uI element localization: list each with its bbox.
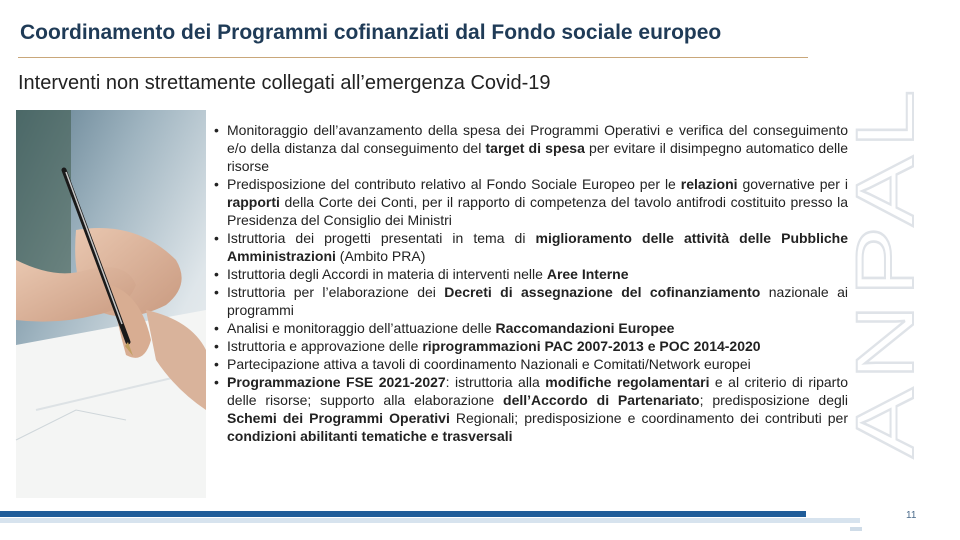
bullet-emphasis: target di spesa [485, 140, 585, 156]
svg-text:ANPAL: ANPAL [840, 165, 931, 458]
bullet-emphasis: rapporti [227, 194, 280, 210]
bullet-emphasis: Programmazione FSE 2021-2027 [227, 374, 446, 390]
bullet-text: Istruttoria dei progetti presentati in tema di [227, 230, 536, 246]
bullet-emphasis: relazioni [680, 176, 738, 192]
bullet-text: Analisi e monitoraggio dell’attuazione delle [227, 320, 496, 336]
anpal-logo [840, 78, 931, 460]
bullet-emphasis: Raccomandazioni Europee [495, 320, 675, 336]
bullet-item [214, 319, 848, 337]
page-number: 11 [906, 510, 917, 521]
title-divider [18, 57, 808, 58]
bullet-text: : istruttoria alla [445, 374, 546, 390]
bullet-emphasis: modifiche regolamentari [545, 374, 710, 390]
bullet-text: Regionali; predisposizione e coordinamento dei contributi per [449, 410, 848, 426]
bullet-text: (Ambito PRA) [335, 248, 426, 264]
bullet-item [214, 229, 848, 265]
bullet-text: Istruttoria degli Accordi in materia di interventi nelle [227, 266, 547, 282]
bullet-emphasis: Aree Interne [546, 266, 629, 282]
footer-bar-accent [850, 527, 862, 531]
page-title: Coordinamento dei Programmi cofinanziati dal Fondo sociale europeo [20, 21, 722, 44]
bullet-emphasis: dell’Accordo di Partenariato [503, 392, 700, 408]
bullet-item [214, 373, 848, 445]
bullet-emphasis: Decreti di assegnazione del cofinanziamento [444, 284, 761, 300]
bullet-item [214, 265, 848, 283]
bullet-emphasis: Schemi dei Programmi Operativi [227, 410, 450, 426]
bullet-emphasis: condizioni abilitanti tematiche e trasversali [227, 428, 513, 444]
bullet-emphasis: miglioramento delle attività delle Pubbliche Amministrazioni [227, 230, 849, 264]
footer-bar [0, 511, 806, 517]
page-subtitle: Interventi non strettamente collegati all’emergenza Covid-19 [18, 72, 551, 94]
bullet-text: ; predisposizione degli [699, 392, 849, 408]
bullet-text: Predisposizione del contributo relativo al Fondo Sociale Europeo per le [227, 176, 681, 192]
bullet-text: Partecipazione attiva a tavoli di coordinamento Nazionali e Comitati/Network europei [227, 356, 751, 372]
activity-bullet-list [214, 121, 848, 445]
bullet-text: e al criterio di riparto delle risorse; supporto alla elaborazione [227, 374, 849, 408]
bullet-item [214, 337, 848, 355]
bullet-text: nazionale ai programmi [227, 284, 848, 318]
bullet-text: Istruttoria e approvazione delle [227, 338, 423, 354]
bullet-text: per evitare il disimpegno automatico delle risorse [227, 140, 848, 174]
bullet-item [214, 355, 848, 373]
writing-hand-photo [16, 110, 206, 498]
bullet-text: governative per i [737, 176, 848, 192]
bullet-text: della Corte dei Conti, per il rapporto di competenza del tavolo antifrodi costituito presso la Presidenza del Consiglio dei Ministri [227, 194, 848, 228]
bullet-text: Istruttoria per l’elaborazione dei [227, 284, 445, 300]
bullet-item [214, 121, 848, 175]
bullet-item [214, 283, 848, 319]
footer-bar-light [0, 518, 860, 523]
bullet-emphasis: riprogrammazioni PAC 2007-2013 e POC 2014-2020 [422, 338, 761, 354]
bullet-text: Monitoraggio dell’avanzamento della spesa dei Programmi Operativi e verifica del conseguimento e/o della distanza dal conseguimento del [227, 122, 848, 156]
bullet-item [214, 175, 848, 229]
